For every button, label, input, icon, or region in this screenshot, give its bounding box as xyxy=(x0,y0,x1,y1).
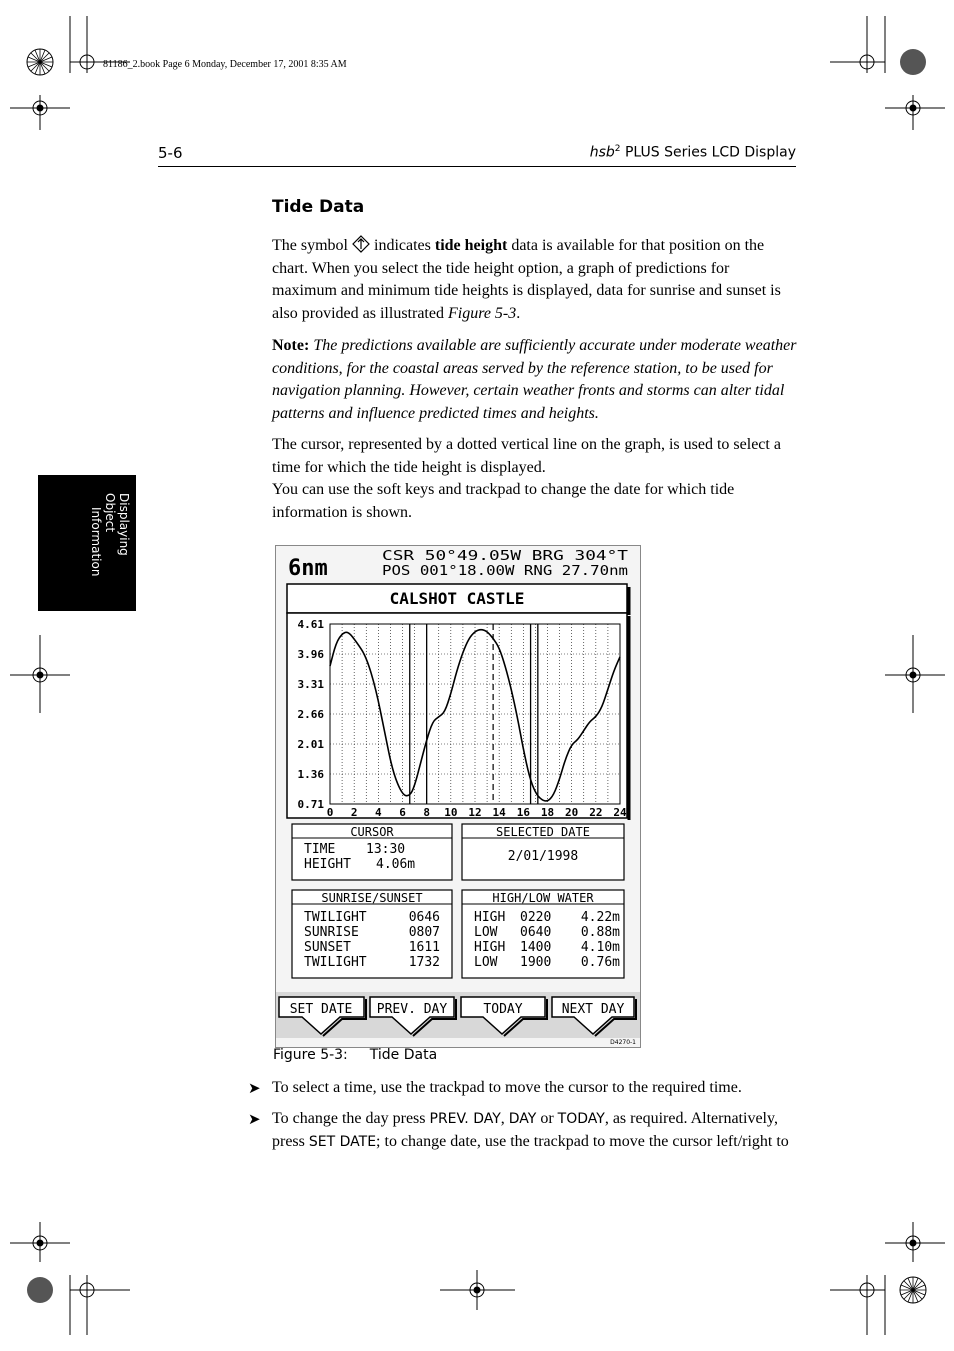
p1-d: . xyxy=(516,304,521,322)
y-tick-label: 2.66 xyxy=(297,708,324,721)
figure-caption-label: Figure 5-3: xyxy=(273,1047,348,1063)
intro-paragraph xyxy=(272,235,798,325)
cursor-height-value: 4.06m xyxy=(376,857,416,872)
hl-height: 0.76m xyxy=(580,955,620,970)
pos-line: POS 001°18.00W RNG 27.70nm xyxy=(382,564,629,579)
page-number: 5-6 xyxy=(158,144,183,162)
cursor-title: CURSOR xyxy=(350,825,394,839)
sun-row-label: TWILIGHT xyxy=(304,955,367,970)
sun-row-value: 1732 xyxy=(408,955,440,970)
high-low-rows xyxy=(474,910,620,970)
p1-b: indicates xyxy=(370,237,435,254)
bullet-2 xyxy=(272,1108,798,1153)
side-tab-line1: Displaying Object xyxy=(103,493,131,556)
cursor-time-label: TIME xyxy=(304,842,336,857)
x-tick-label: 12 xyxy=(468,806,482,819)
softkey-label: TODAY xyxy=(483,1002,523,1017)
bullet-1: To select a time, use the trackpad to move the cursor to the required time. xyxy=(272,1079,742,1096)
x-tick-label: 8 xyxy=(423,806,430,819)
y-tick-label: 0.71 xyxy=(297,798,324,811)
lcd-drawing xyxy=(276,546,640,1047)
y-tick-label: 3.96 xyxy=(297,648,324,661)
selected-date-value: 2/01/1998 xyxy=(507,849,579,864)
b2-a: To change the day press xyxy=(272,1110,430,1127)
figure-caption-title: Tide Data xyxy=(369,1047,438,1063)
hl-height: 4.22m xyxy=(580,910,620,925)
running-header-title xyxy=(590,144,796,161)
sun-row-label: TWILIGHT xyxy=(304,910,367,925)
softkey-label: PREV. DAY xyxy=(376,1002,448,1017)
softkeys-paragraph: You can use the soft keys and trackpad to change the date for which tide information is shown. xyxy=(272,481,735,521)
key-set-date: SET DATE xyxy=(308,1133,377,1150)
hl-time: 1400 xyxy=(520,940,552,955)
tide-height-symbol-icon xyxy=(352,235,370,253)
note-paragraph xyxy=(272,335,798,425)
section-title: Tide Data xyxy=(272,197,365,217)
sun-row-label: SUNRISE xyxy=(304,925,359,940)
figure-caption xyxy=(273,1047,437,1063)
note-label: Note: xyxy=(272,337,310,354)
x-tick-label: 6 xyxy=(399,806,406,819)
hl-height: 0.88m xyxy=(580,925,620,940)
y-tick-label: 3.31 xyxy=(297,678,324,691)
x-tick-label: 24 xyxy=(613,806,627,819)
softkey-label: SET DATE xyxy=(289,1002,353,1017)
hl-time: 1900 xyxy=(520,955,552,970)
range-label: 6nm xyxy=(288,556,328,581)
running-header-sup: 2 xyxy=(614,144,621,154)
b2-c: ; to change date, use the trackpad to move the cursor left/right to xyxy=(376,1132,789,1150)
running-header-rest: PLUS Series LCD Display xyxy=(620,144,796,161)
x-tick-label: 14 xyxy=(492,806,506,819)
sun-row-value: 0807 xyxy=(408,925,440,940)
cursor-height-label: HEIGHT xyxy=(304,857,351,872)
p1-c: data is available for that position on the chart. When you select the tide height option, a graph of predictions for maximum and minimum tide heights is displayed, data for sunrise and sunset is also provided as illustrated xyxy=(272,237,781,322)
hl-type: HIGH xyxy=(474,940,506,955)
header-rule xyxy=(158,166,796,167)
sun-title: SUNRISE/SUNSET xyxy=(321,891,423,905)
note-text: The predictions available are sufficiently accurate under moderate weather conditions, for the coastal areas served by the reference station, to be used for navigation planning. However, certain weather fronts and storms can alter tidal patterns and influence predicted times and heights. xyxy=(272,337,797,422)
figure-ref-code: D4270-1 xyxy=(610,1039,636,1046)
x-tick-label: 22 xyxy=(589,806,603,819)
x-tick-label: 18 xyxy=(540,806,555,819)
sun-row-label: SUNSET xyxy=(304,940,351,955)
side-tab-line2: Information xyxy=(89,507,103,577)
b2-b: , as required. Alternatively, press xyxy=(272,1110,778,1150)
hl-time: 0640 xyxy=(520,925,552,940)
selected-date-title: SELECTED DATE xyxy=(496,825,590,839)
key-day: DAY xyxy=(508,1111,537,1127)
csr-line: CSR 50°49.05W BRG 304°T xyxy=(382,549,629,564)
p1-bold: tide height xyxy=(434,237,508,254)
figure-reference: Figure 5-3 xyxy=(447,304,517,322)
hl-type: LOW xyxy=(474,925,498,940)
sun-row-value: 0646 xyxy=(408,910,440,925)
x-tick-label: 16 xyxy=(516,806,530,819)
bullet-arrow-icon: ➤ xyxy=(248,1112,261,1128)
x-tick-label: 10 xyxy=(444,806,458,819)
x-tick-label: 20 xyxy=(565,806,579,819)
softkey-label: NEXT DAY xyxy=(561,1002,625,1017)
b2-sep1: , xyxy=(500,1110,509,1127)
x-tick-label: 0 xyxy=(326,806,334,819)
y-tick-label: 1.36 xyxy=(297,768,324,781)
sun-row-value: 1611 xyxy=(408,940,440,955)
y-tick-label: 4.61 xyxy=(297,618,324,631)
print-metadata: 81186_2.book Page 6 Monday, December 17, 2001 8:35 AM xyxy=(103,59,347,70)
hl-type: HIGH xyxy=(474,910,506,925)
chapter-side-tab xyxy=(38,475,136,611)
key-today: TODAY xyxy=(557,1111,605,1127)
lcd-screen xyxy=(275,545,641,1048)
hl-type: LOW xyxy=(474,955,498,970)
high-low-title: HIGH/LOW WATER xyxy=(492,891,594,905)
cursor-paragraph: The cursor, represented by a dotted vertical line on the graph, is used to select a time for which the tide height is displayed. xyxy=(272,436,781,476)
side-tab-text xyxy=(89,493,131,593)
b2-sep2: or xyxy=(536,1110,558,1127)
running-header-hsb: hsb xyxy=(589,144,615,161)
y-tick-label: 2.01 xyxy=(297,738,324,751)
key-prev-day: PREV. DAY xyxy=(429,1111,501,1127)
chart-grid xyxy=(330,624,620,804)
cursor-time-value: 13:30 xyxy=(366,842,406,857)
hl-height: 4.10m xyxy=(580,940,620,955)
x-tick-label: 2 xyxy=(350,806,358,819)
x-tick-label: 4 xyxy=(375,806,382,819)
bullet-arrow-icon: ➤ xyxy=(248,1081,261,1097)
p1-a: The symbol xyxy=(272,237,352,254)
station-name: CALSHOT CASTLE xyxy=(389,589,525,608)
hl-time: 0220 xyxy=(520,910,552,925)
